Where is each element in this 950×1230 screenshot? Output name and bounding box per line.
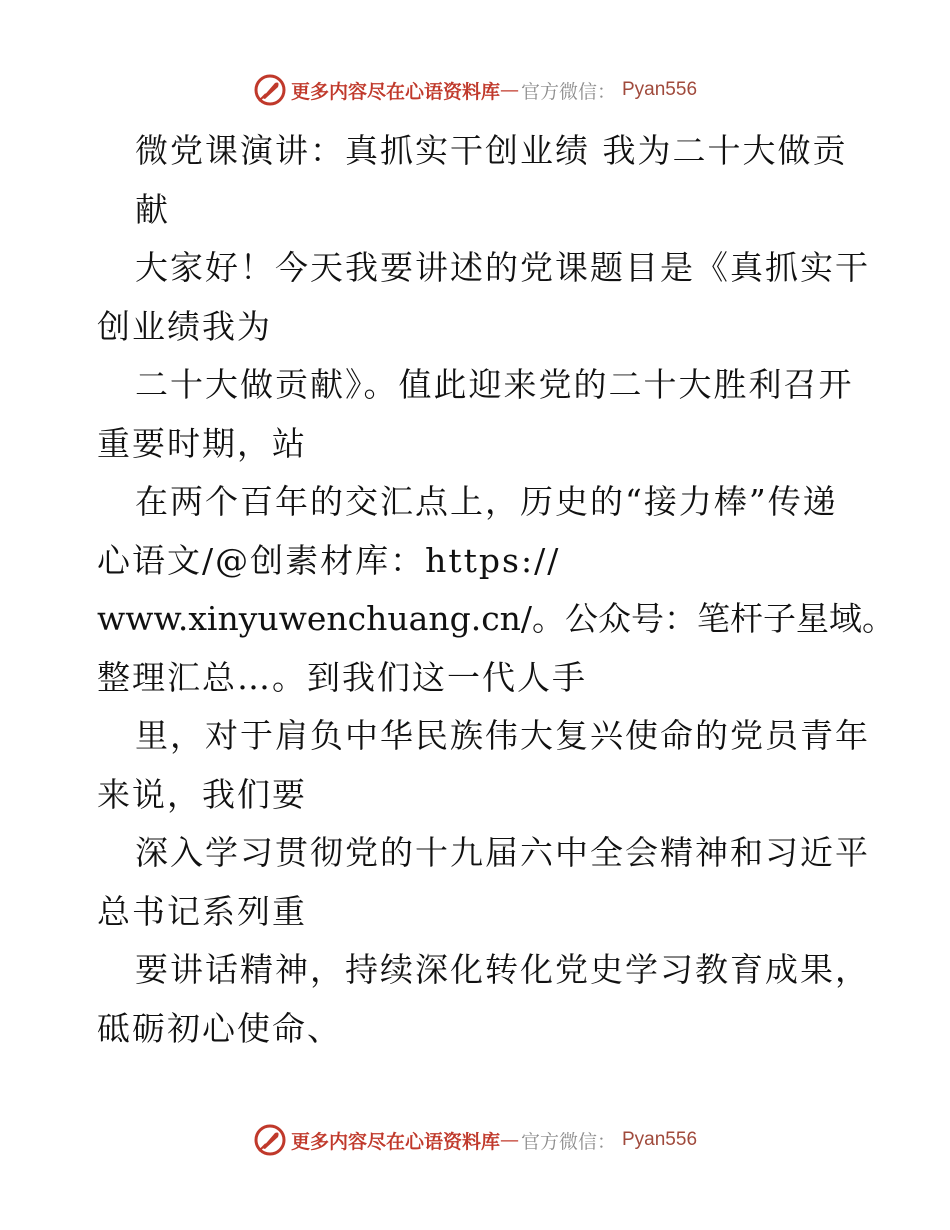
paragraph-line: 总书记系列重: [97, 891, 307, 931]
header-banner: [0, 70, 950, 110]
paragraph-line: 心语文/@创素材库：https://: [97, 540, 561, 580]
promo-text: 更多内容尽在心语资料库: [290, 80, 500, 103]
title-line-1: 微党课演讲：真抓实干创业绩 我为二十大做贡: [135, 131, 848, 170]
paragraph-line: 里，对于肩负中华民族伟大复兴使命的党员青年: [135, 716, 870, 755]
paragraph-line: 重要时期，站: [97, 423, 307, 463]
paragraph-line: 创业绩我为: [97, 306, 272, 346]
paragraph-line: 二十大做贡献》。值此迎来党的二十大胜利召开: [135, 365, 854, 404]
wechat-id: Pyan556: [622, 79, 698, 100]
paragraph-line: 大家好！今天我要讲述的党课题目是《真抓实干: [135, 248, 870, 287]
paragraph-line: 砥砺初心使命、: [97, 1008, 342, 1048]
title-line-2: 献: [135, 189, 170, 229]
paragraph-line: 在两个百年的交汇点上，历史的“接力棒”传递: [135, 482, 838, 521]
wechat-label: 官方微信：: [520, 80, 616, 103]
paragraph-line: 整理汇总…。到我们这一代人手: [97, 657, 587, 697]
feather-quill-logo-icon: [253, 73, 287, 107]
banner-separator: —: [499, 79, 519, 101]
wechat-label: 官方微信：: [520, 1130, 616, 1153]
wechat-id: Pyan556: [622, 1129, 698, 1150]
banner-separator: —: [499, 1129, 519, 1151]
paragraph-line: 要讲话精神，持续深化转化党史学习教育成果，: [135, 950, 870, 989]
feather-quill-logo-icon: [253, 1123, 287, 1157]
document-body: [97, 122, 896, 1058]
promo-text: 更多内容尽在心语资料库: [290, 1130, 500, 1153]
paragraph-line: 来说，我们要: [97, 774, 307, 814]
paragraph-line-url: www.xinyuwenchuang.cn/。公众号：笔杆子星域。: [97, 599, 896, 638]
footer-banner: [0, 1120, 950, 1160]
paragraph-line: 深入学习贯彻党的十九届六中全会精神和习近平: [135, 833, 870, 872]
